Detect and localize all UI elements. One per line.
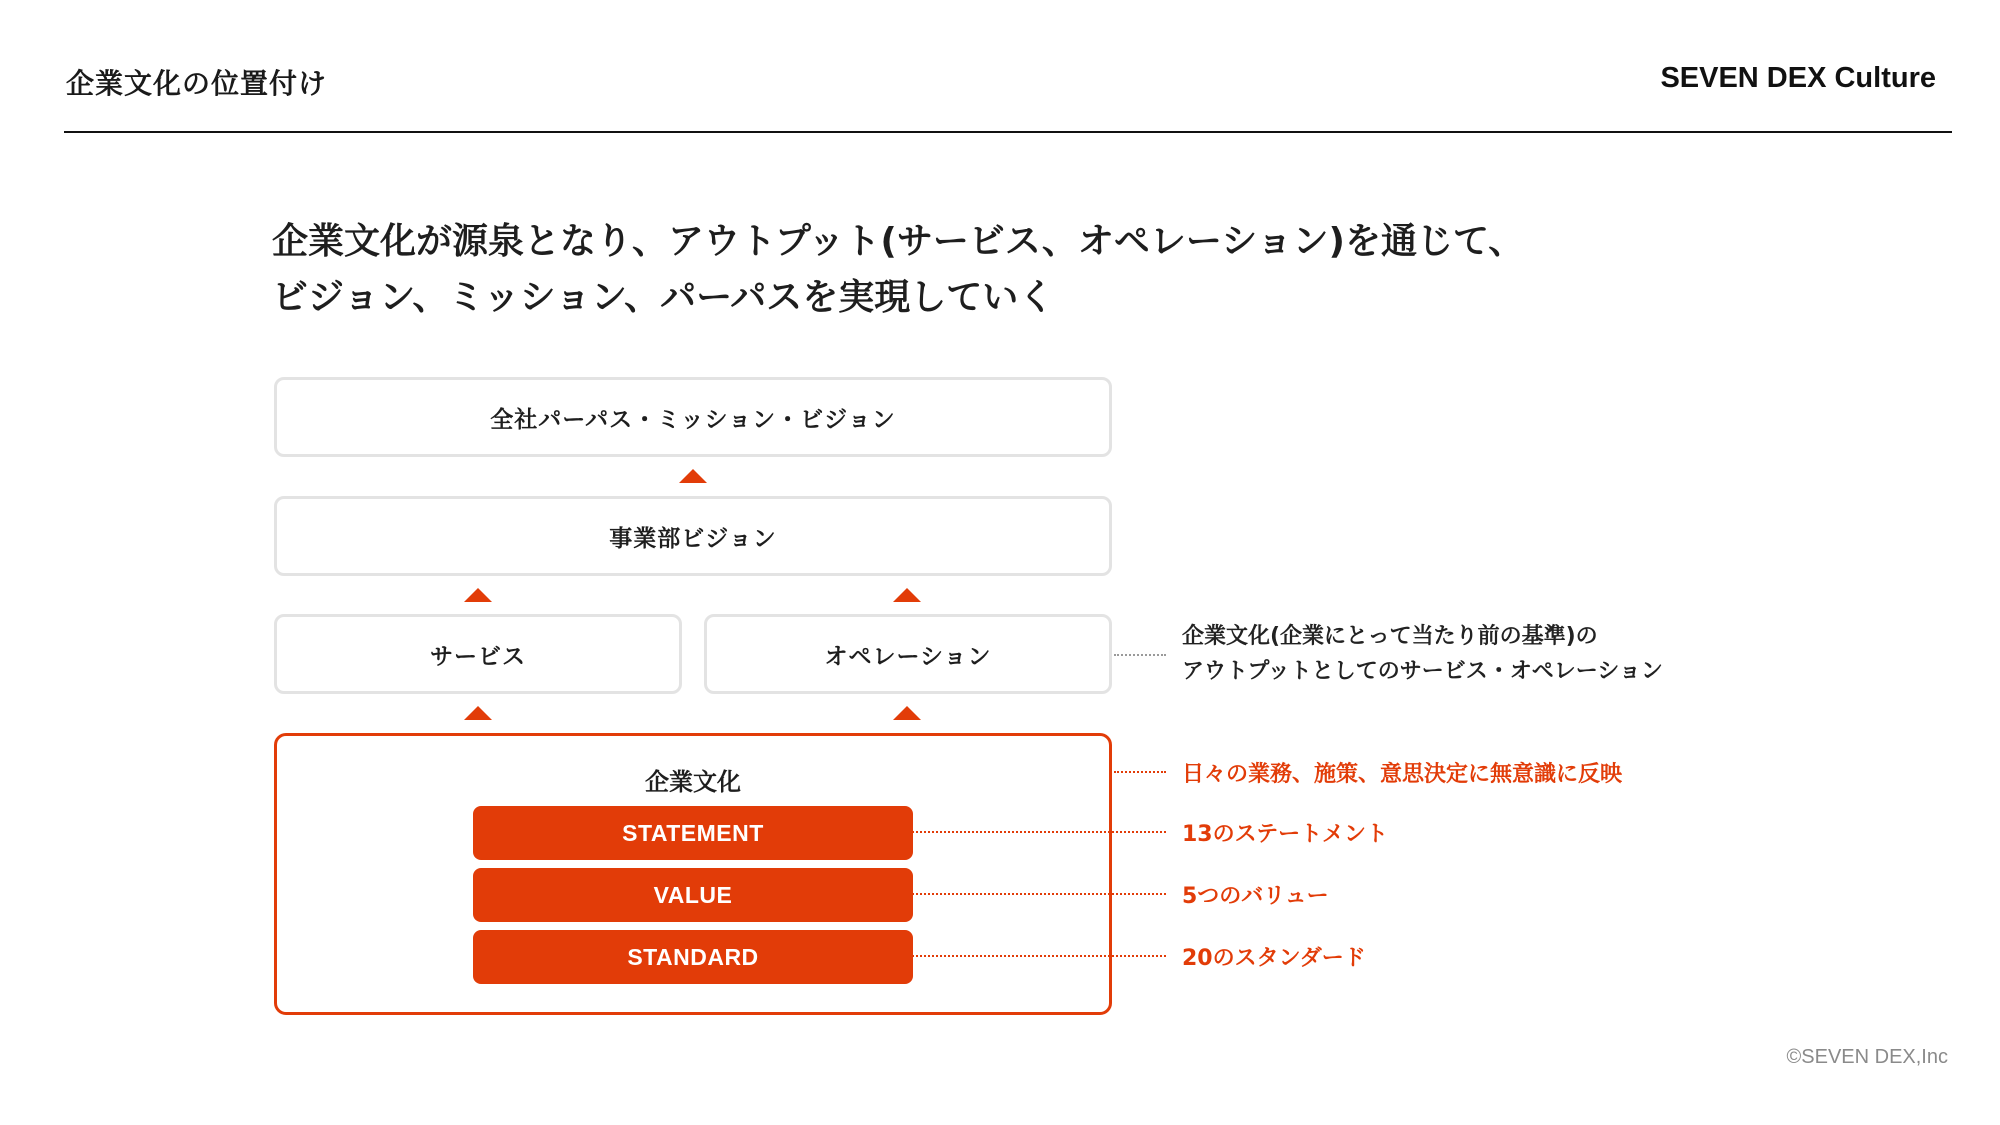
standard-connector: [912, 955, 1166, 957]
operation-label: オペレーション: [824, 643, 992, 670]
value-annotation: 5つのバリュー: [1182, 884, 1329, 909]
statement-pill: [473, 806, 913, 860]
arrow-up-icon: [464, 706, 492, 720]
operation-box: [704, 614, 1112, 694]
headline-line-2: ビジョン、ミッション、パーパスを実現していく: [272, 277, 1055, 318]
brand-name: SEVEN DEX Culture: [1660, 62, 1936, 94]
arrow-up-icon: [679, 469, 707, 483]
standard-label: STANDARD: [627, 943, 759, 970]
culture-annotation: 日々の業務、施策、意思決定に無意識に反映: [1182, 762, 1623, 787]
copyright: ©SEVEN DEX,Inc: [1786, 1046, 1948, 1068]
output-annotation-line-2: アウトプットとしてのサービス・オペレーション: [1182, 659, 1663, 684]
company-purpose-label: 全社パーパス・ミッション・ビジョン: [490, 406, 896, 433]
page-title: 企業文化の位置付け: [66, 67, 328, 100]
arrow-up-icon: [893, 706, 921, 720]
company-purpose-box: [274, 377, 1112, 457]
arrow-up-icon: [893, 588, 921, 602]
standard-annotation: 20のスタンダード: [1182, 946, 1366, 971]
headline-line-1: 企業文化が源泉となり、アウトプット(サービス、オペレーション)を通じて、: [272, 221, 1525, 262]
corporate-culture-title: 企業文化: [645, 768, 741, 796]
division-vision-box: [274, 496, 1112, 576]
corporate-culture-box: [274, 733, 1112, 1015]
output-annotation: [1182, 619, 1663, 689]
statement-connector: [912, 831, 1166, 833]
statement-annotation: 13のステートメント: [1182, 822, 1388, 847]
header-divider: [64, 131, 1952, 133]
service-box: [274, 614, 682, 694]
value-label: VALUE: [653, 881, 733, 908]
statement-label: STATEMENT: [622, 819, 764, 846]
output-annotation-line-1: 企業文化(企業にとって当たり前の基準)の: [1182, 624, 1598, 649]
headline: [272, 214, 1672, 326]
value-pill: [473, 868, 913, 922]
standard-pill: [473, 930, 913, 984]
arrow-up-icon: [464, 588, 492, 602]
culture-connector: [1114, 771, 1166, 773]
value-connector: [912, 893, 1166, 895]
operation-connector: [1114, 654, 1166, 656]
service-label: サービス: [430, 643, 526, 670]
division-vision-label: 事業部ビジョン: [609, 525, 777, 552]
